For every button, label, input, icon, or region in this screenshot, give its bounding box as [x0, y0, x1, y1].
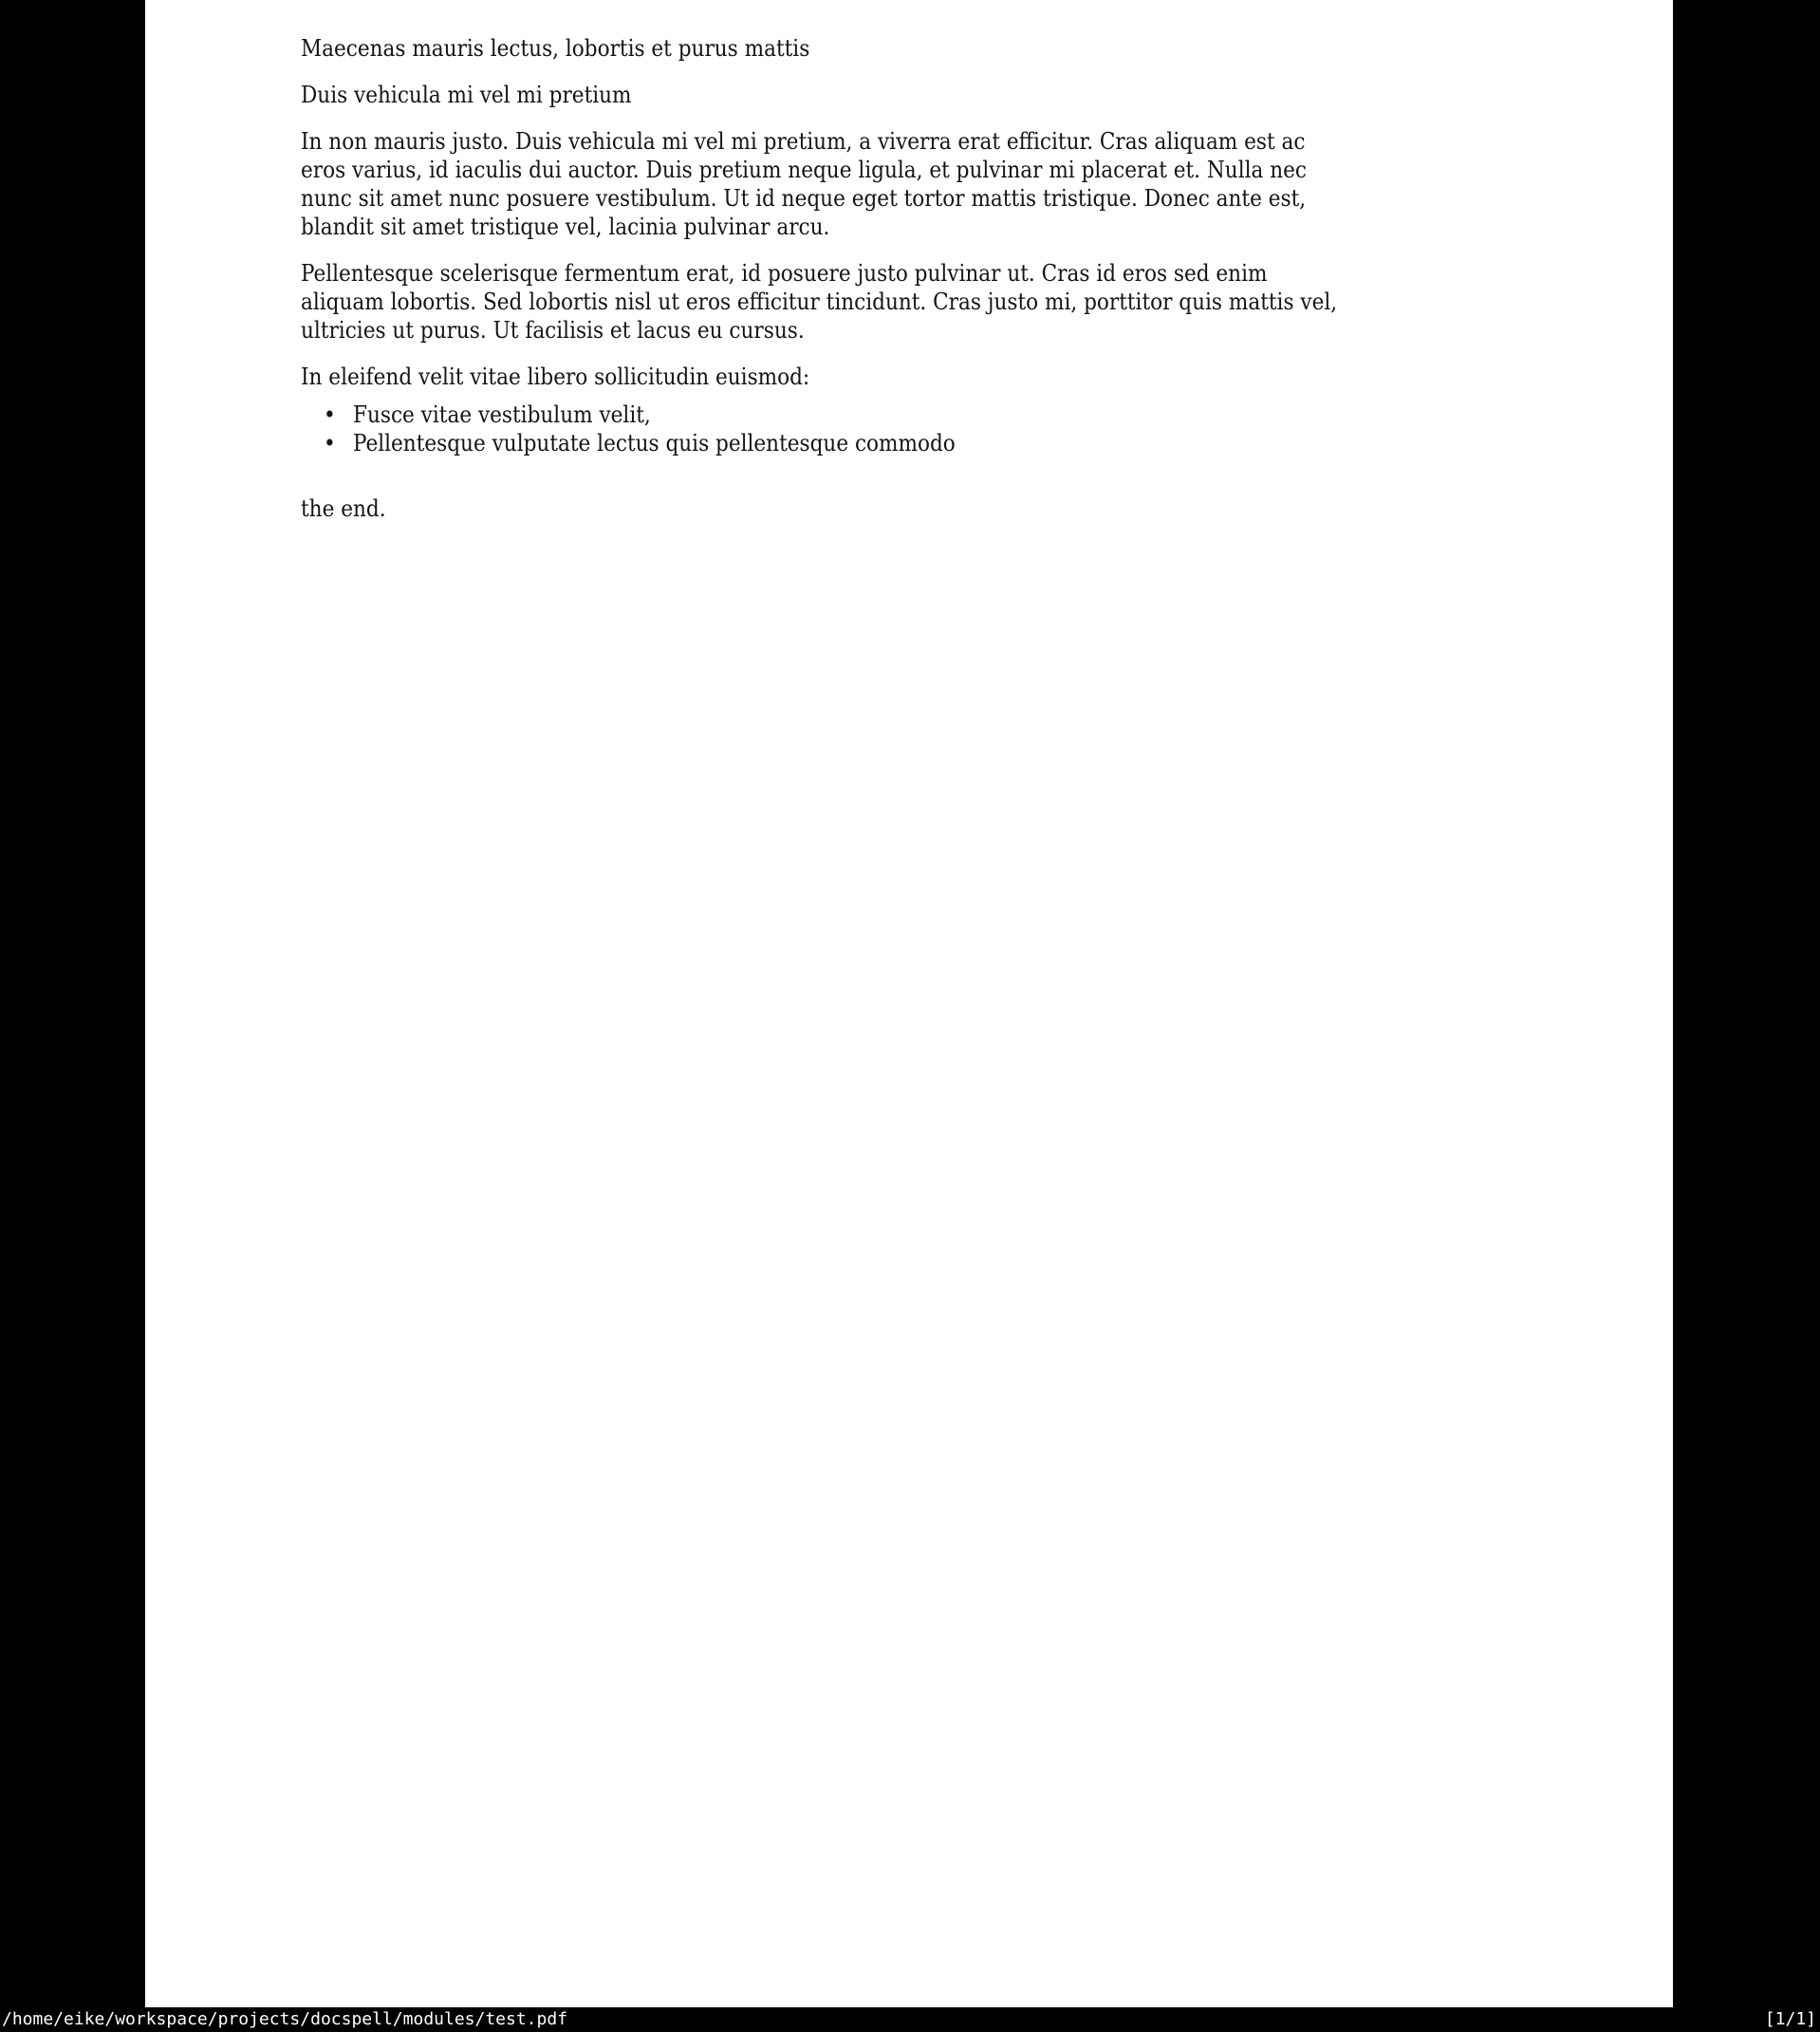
paragraph [301, 363, 1673, 391]
text-line: eros varius, id iaculis dui auctor. Duis pretium neque ligula, et pulvinar mi placerat et. Nulla nec [301, 157, 1307, 183]
bullet-list [301, 401, 1673, 457]
document-text [301, 34, 1673, 523]
text-line: Duis vehicula mi vel mi pretium [301, 82, 632, 108]
statusbar [0, 2007, 1820, 2032]
page-indicator: [1/1] [1764, 2009, 1816, 2029]
text-line: ultricies ut purus. Ut facilisis et lacus eu cursus. [301, 317, 805, 344]
text-line: Maecenas mauris lectus, lobortis et purus mattis [301, 35, 810, 62]
text-line: the end. [301, 495, 386, 522]
text-line: aliquam lobortis. Sed lobortis nisl ut eros efficitur tincidunt. Cras justo mi, porttitor quis mattis vel, [301, 289, 1338, 315]
text-line: Pellentesque scelerisque fermentum erat, id posuere justo pulvinar ut. Cras id eros sed enim [301, 260, 1268, 287]
paragraph [301, 34, 1673, 63]
list-item: • Fusce vitae vestibulum velit, [353, 401, 1673, 429]
file-path: /home/eike/workspace/projects/docspell/modules/test.pdf [2, 2009, 568, 2029]
paragraph [301, 81, 1673, 109]
paragraph [301, 127, 1673, 241]
paragraph [301, 259, 1673, 345]
text-line: blandit sit amet tristique vel, lacinia pulvinar arcu. [301, 214, 830, 240]
text-line: In non mauris justo. Duis vehicula mi vel mi pretium, a viverra erat efficitur. Cras aliquam est ac [301, 128, 1306, 155]
document-page[interactable] [145, 0, 1673, 2007]
text-line: In eleifend velit vitae libero sollicitudin euismod: [301, 364, 810, 390]
list-item: • Pellentesque vulputate lectus quis pellentesque commodo [353, 429, 1673, 457]
text-line: nunc sit amet nunc posuere vestibulum. Ut id neque eget tortor mattis tristique. Donec ante est, [301, 185, 1307, 212]
closing-paragraph [301, 494, 1673, 523]
